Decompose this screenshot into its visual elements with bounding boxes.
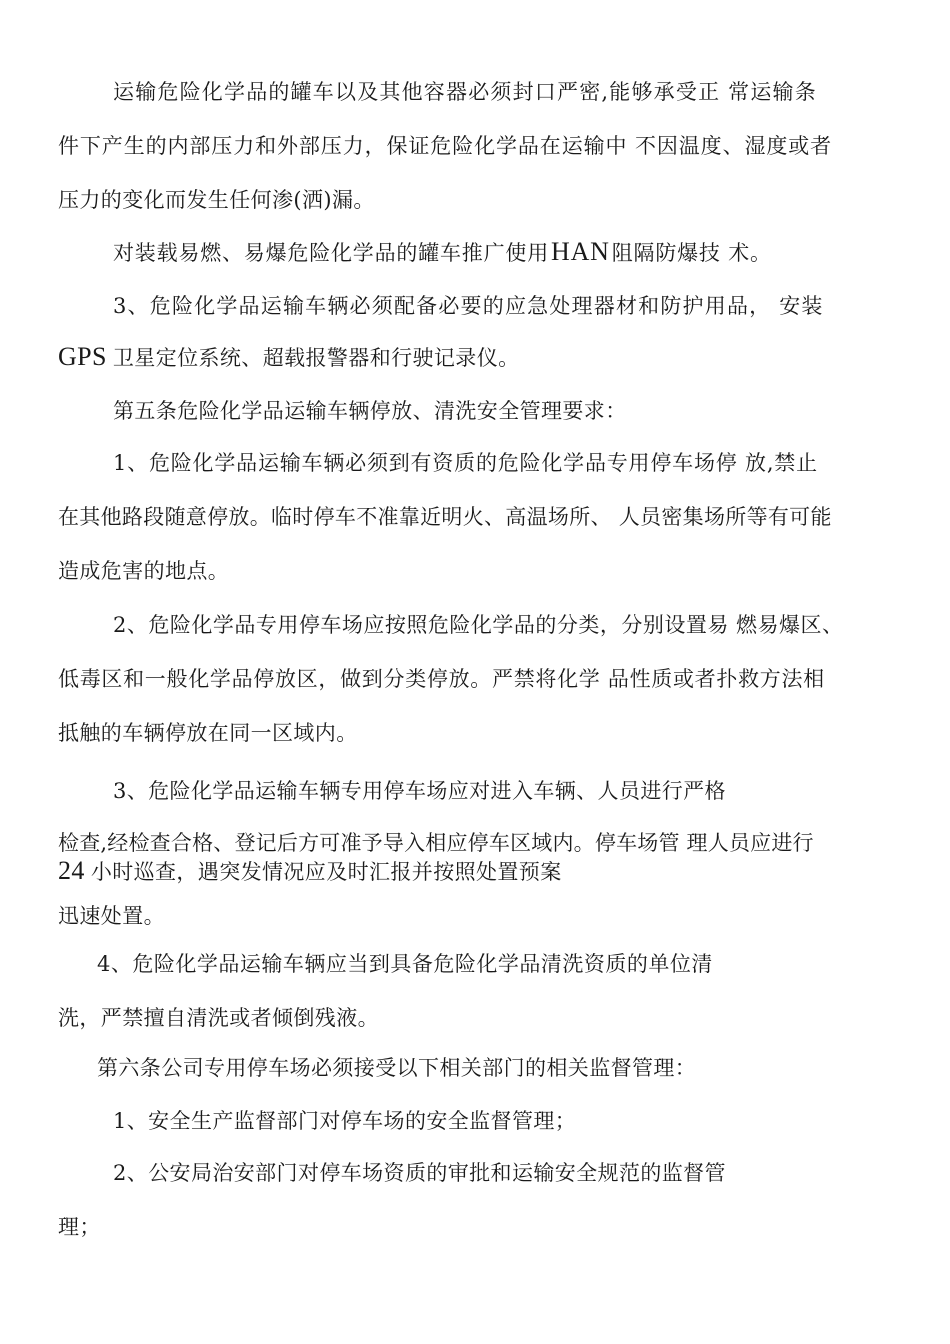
- gps-term: GPS: [58, 342, 107, 371]
- hours-number: 24: [58, 856, 85, 885]
- section-heading: 第六条公司专用停车场必须接受以下相关部门的相关监督管理：: [97, 1056, 697, 1080]
- paragraph-line: 件下产生的内部压力和外部压力，保证危险化学品在运输中 不因温度、湿度或者: [58, 134, 833, 158]
- paragraph-line: 2、公安局治安部门对停车场资质的审批和运输安全规范的监督管: [113, 1161, 726, 1185]
- han-term: HAN: [551, 237, 610, 266]
- paragraph-line: 造成危害的地点。: [58, 559, 230, 583]
- paragraph-line: [113, 238, 772, 267]
- paragraph-line: 1、安全生产监督部门对停车场的安全监督管理；: [113, 1109, 577, 1133]
- paragraph-line: 理；: [58, 1215, 101, 1239]
- line-text: 阻隔防爆技 术。: [611, 241, 772, 265]
- section-heading: 第五条危险化学品运输车辆停放、清洗安全管理要求：: [113, 399, 627, 423]
- paragraph-line: 在其他路段随意停放。临时停车不准靠近明火、高温场所、 人员密集场所等有可能: [58, 505, 832, 529]
- line-text: 对装载易燃、易爆危险化学品的罐车推广使用: [113, 241, 549, 265]
- paragraph-line: 检查,经检查合格、登记后方可准予导入相应停车区域内。停车场管 理人员应进行: [58, 831, 814, 855]
- paragraph-line: 3、危险化学品运输车辆专用停车场应对进入车辆、人员进行严格: [113, 779, 726, 803]
- line-text: 小时巡查，遇突发情况应及时汇报并按照处置预案: [90, 860, 562, 884]
- paragraph-line: [58, 857, 562, 886]
- paragraph-line: 低毒区和一般化学品停放区，做到分类停放。严禁将化学 品性质或者扑救方法相: [58, 667, 825, 691]
- paragraph-line: 抵触的车辆停放在同一区域内。: [58, 721, 358, 745]
- paragraph-line: 1、危险化学品运输车辆必须到有资质的危险化学品专用停车场停 放,禁止: [113, 451, 818, 475]
- paragraph-line: 3、危险化学品运输车辆必须配备必要的应急处理器材和防护用品， 安装: [113, 294, 824, 318]
- paragraph-line: 迅速处置。: [58, 904, 165, 928]
- paragraph-line: 压力的变化而发生任何渗(洒)漏。: [58, 188, 375, 212]
- line-text: 卫星定位系统、超载报警器和行驶记录仪。: [112, 346, 520, 370]
- paragraph-line: [58, 343, 520, 372]
- paragraph-line: 4、危险化学品运输车辆应当到具备危险化学品清洗资质的单位清: [97, 952, 713, 976]
- paragraph-line: 2、危险化学品专用停车场应按照危险化学品的分类，分别设置易 燃易爆区、: [113, 613, 844, 637]
- paragraph-line: 洗，严禁擅自清洗或者倾倒残液。: [58, 1006, 379, 1030]
- paragraph-line: 运输危险化学品的罐车以及其他容器必须封口严密,能够承受正 常运输条: [113, 80, 817, 104]
